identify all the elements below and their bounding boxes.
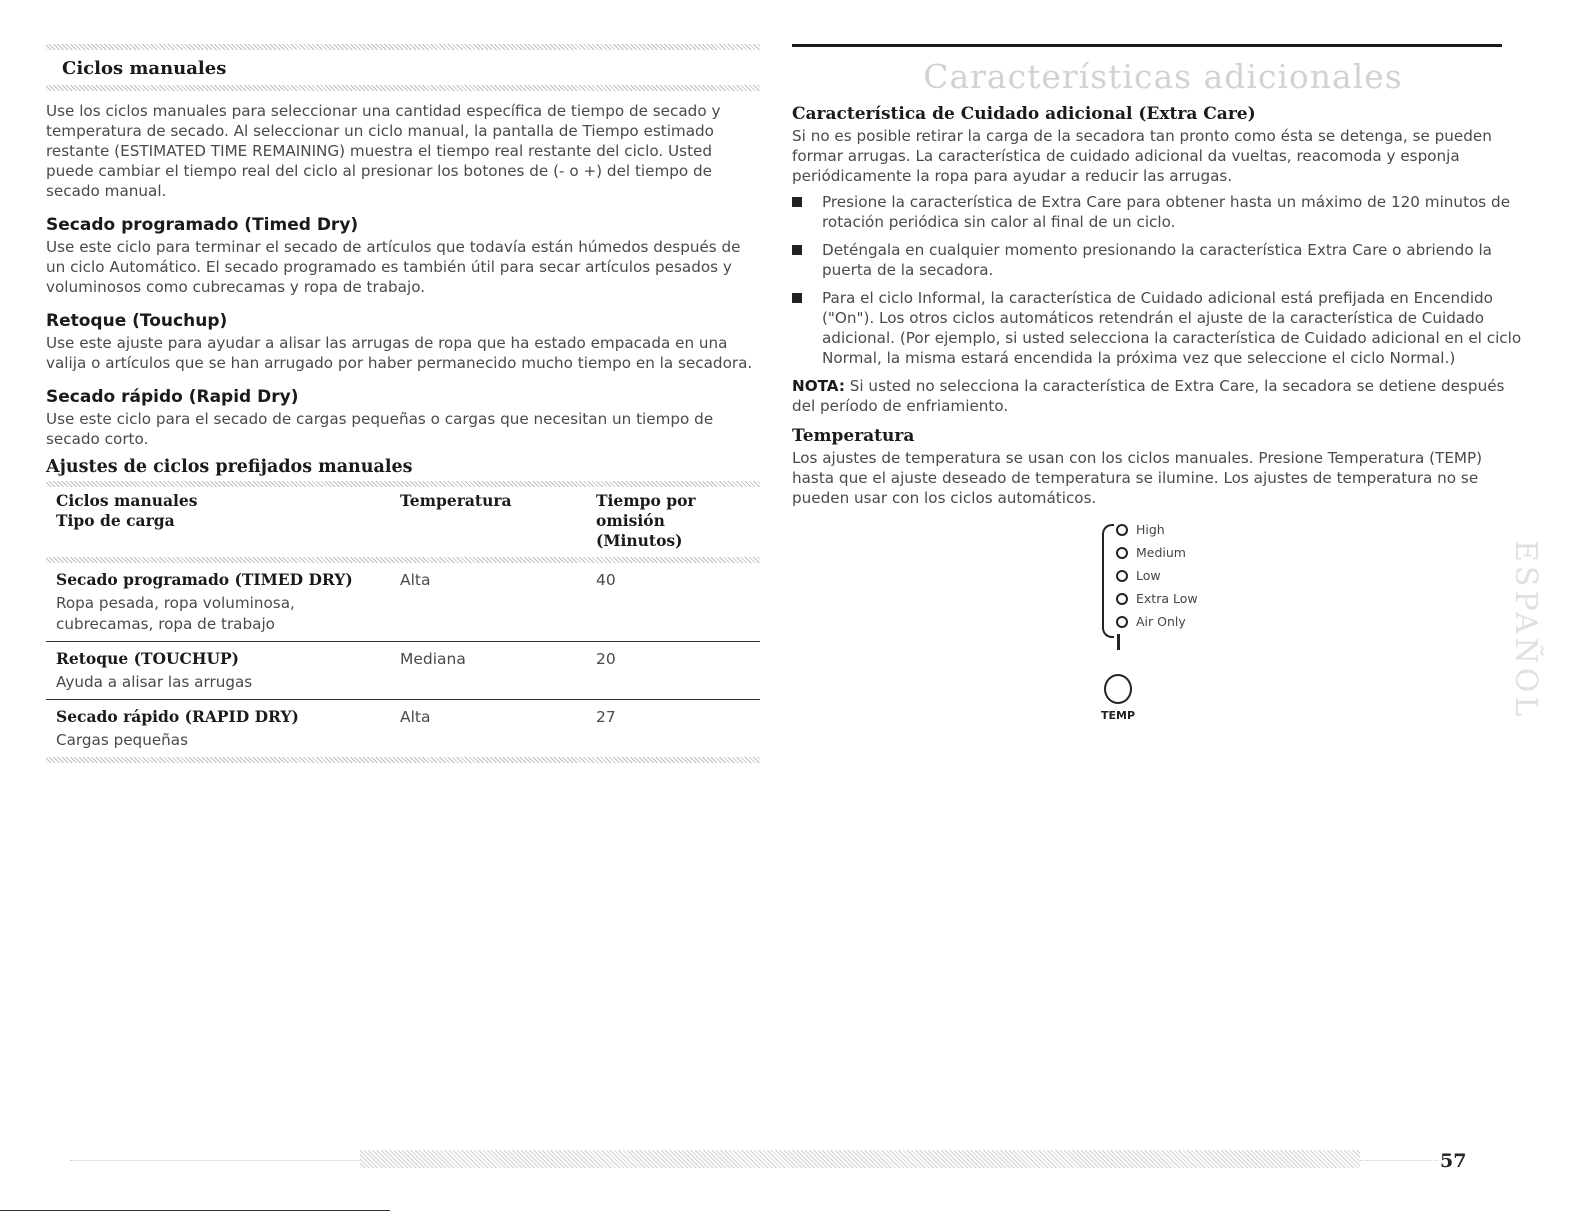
- section-rule-top: [46, 44, 760, 50]
- indicator-icon: [1116, 547, 1128, 559]
- left-column: [46, 44, 760, 763]
- subhead-temperatura: Temperatura: [792, 426, 915, 446]
- language-side-label: ESPAÑOL: [1508, 540, 1543, 721]
- list-item: [792, 192, 1524, 232]
- temp-button-label: TEMP: [1101, 709, 1136, 722]
- temp-option-label: Low: [1136, 568, 1161, 583]
- bullet-icon: [792, 245, 802, 255]
- top-rule: [792, 44, 1502, 47]
- table-rule-bottom: [46, 757, 760, 763]
- right-column: [792, 44, 1524, 508]
- bottom-rule: [0, 1210, 390, 1211]
- indicator-icon: [1116, 524, 1128, 536]
- temp-button-icon: [1104, 674, 1132, 704]
- presets-table: [46, 481, 760, 763]
- bracket-line: [1102, 524, 1114, 638]
- text-extra-care: Si no es posible retirar la carga de la secadora tan pronto como ésta se detenga, se pueden formar arrugas. La característica de cuidado adicional da vueltas, reacomoda y esponja periódicamente la ropa para ayudar a reducir las arrugas.: [792, 127, 1492, 185]
- bullet-icon: [792, 197, 802, 207]
- text-touchup: Use este ajuste para ayudar a alisar las arrugas de ropa que ha estado empacada en una valija o artículos que se han arrugado por haber permanecido mucho tiempo en la secadora.: [46, 334, 753, 372]
- nota-text: Si usted no selecciona la característica de Extra Care, la secadora se detiene después del período de enfriamiento.: [792, 377, 1505, 415]
- list-item: [792, 240, 1524, 280]
- text-rapid-dry: Use este ciclo para el secado de cargas pequeñas o cargas que necesitan un tiempo de secado corto.: [46, 410, 714, 448]
- bracket-stem: [1117, 634, 1120, 650]
- row-time: 40: [596, 571, 616, 589]
- list-item: [792, 288, 1524, 368]
- temp-option-label: Air Only: [1136, 614, 1186, 629]
- indicator-icon: [1116, 570, 1128, 582]
- table-row: [46, 563, 760, 642]
- row-name: Secado rápido (RAPID DRY): [56, 707, 299, 726]
- header-time: Tiempo por omisión (Minutos): [596, 491, 696, 550]
- row-temp: Alta: [400, 708, 431, 726]
- row-temp: Mediana: [400, 650, 466, 668]
- text-temperatura: Los ajustes de temperatura se usan con los ciclos manuales. Presione Temperatura (TEMP) hasta que el ajuste deseado de temperatura se ilumine. Los ajustes de temperatura no se pueden usar con los ciclos automáticos.: [792, 449, 1483, 507]
- bullet-icon: [792, 293, 802, 303]
- row-desc: Cargas pequeñas: [56, 731, 189, 749]
- intro-paragraph: Use los ciclos manuales para seleccionar una cantidad específica de tiempo de secado y temperatura de secado. Al seleccionar un ciclo manual, la pantalla de Tiempo estimado restante (ESTIMATED TIME REMAINING) muestra el tiempo real restante del ciclo. Usted puede cambiar el tiempo real del ciclo al presionar los botones de (- o +) del tiempo de secado manual.: [46, 102, 721, 200]
- extra-care-bullets: [792, 192, 1524, 368]
- row-name: Retoque (TOUCHUP): [56, 649, 239, 668]
- temp-option-label: High: [1136, 522, 1165, 537]
- temp-option-label: Extra Low: [1136, 591, 1198, 606]
- row-time: 27: [596, 708, 616, 726]
- row-time: 20: [596, 650, 616, 668]
- temp-option-air-only: [1116, 614, 1186, 629]
- header-cycles: Ciclos manuales Tipo de carga: [56, 491, 198, 530]
- table-row: [46, 700, 760, 757]
- temp-option-label: Medium: [1136, 545, 1186, 560]
- table-title: Ajustes de ciclos prefijados manuales: [46, 457, 413, 477]
- header-temperature: Temperatura: [400, 491, 512, 510]
- temp-option-extra-low: [1116, 591, 1198, 606]
- bullet-text: Para el ciclo Informal, la característica de Cuidado adicional está prefijada en Encendido ("On"). Los otros ciclos automáticos retendrán el ajuste de la característica de Cuidado adicional. (Por ejemplo, si usted selecciona la característica de Cuidado adicional en el ciclo Normal, la misma estará encendida la próxima vez que seleccione el ciclo Normal.): [822, 289, 1522, 367]
- bullet-text: Presione la característica de Extra Care para obtener hasta un máximo de 120 minutos de rotación periódica sin calor al final de un ciclo.: [822, 193, 1511, 231]
- subhead-rapid-dry: Secado rápido (Rapid Dry): [46, 387, 299, 407]
- section-rule-bottom: [46, 85, 760, 91]
- footer-dots-right: [1360, 1160, 1438, 1161]
- table-row: [46, 642, 760, 700]
- section-title: Ciclos manuales: [62, 58, 227, 79]
- bullet-text: Deténgala en cualquier momento presionando la característica Extra Care o abriendo la puerta de la secadora.: [822, 241, 1492, 279]
- subhead-touchup: Retoque (Touchup): [46, 311, 228, 331]
- nota-label: NOTA:: [792, 377, 845, 395]
- page-number: 57: [1440, 1150, 1467, 1172]
- nota-paragraph: [792, 376, 1524, 416]
- temp-option-medium: [1116, 545, 1186, 560]
- temp-option-low: [1116, 568, 1161, 583]
- row-desc: Ropa pesada, ropa voluminosa, cubrecamas, ropa de trabajo: [56, 594, 295, 633]
- page-title: Características adicionales: [923, 57, 1403, 96]
- indicator-icon: [1116, 616, 1128, 628]
- text-timed-dry: Use este ciclo para terminar el secado de artículos que todavía están húmedos después de un ciclo Automático. El secado programado es también útil para secar artículos pesados y voluminosos como cubrecamas y ropa de trabajo.: [46, 238, 741, 296]
- row-name: Secado programado (TIMED DRY): [56, 570, 353, 589]
- footer-band: [360, 1150, 1360, 1168]
- footer-dots-left: [70, 1160, 360, 1161]
- indicator-icon: [1116, 593, 1128, 605]
- row-desc: Ayuda a alisar las arrugas: [56, 673, 253, 691]
- temp-option-high: [1116, 522, 1165, 537]
- table-header: [46, 487, 760, 557]
- temp-panel-illustration: [1096, 516, 1236, 726]
- row-temp: Alta: [400, 571, 431, 589]
- subhead-timed-dry: Secado programado (Timed Dry): [46, 215, 359, 235]
- subhead-extra-care: Característica de Cuidado adicional (Extra Care): [792, 104, 1256, 124]
